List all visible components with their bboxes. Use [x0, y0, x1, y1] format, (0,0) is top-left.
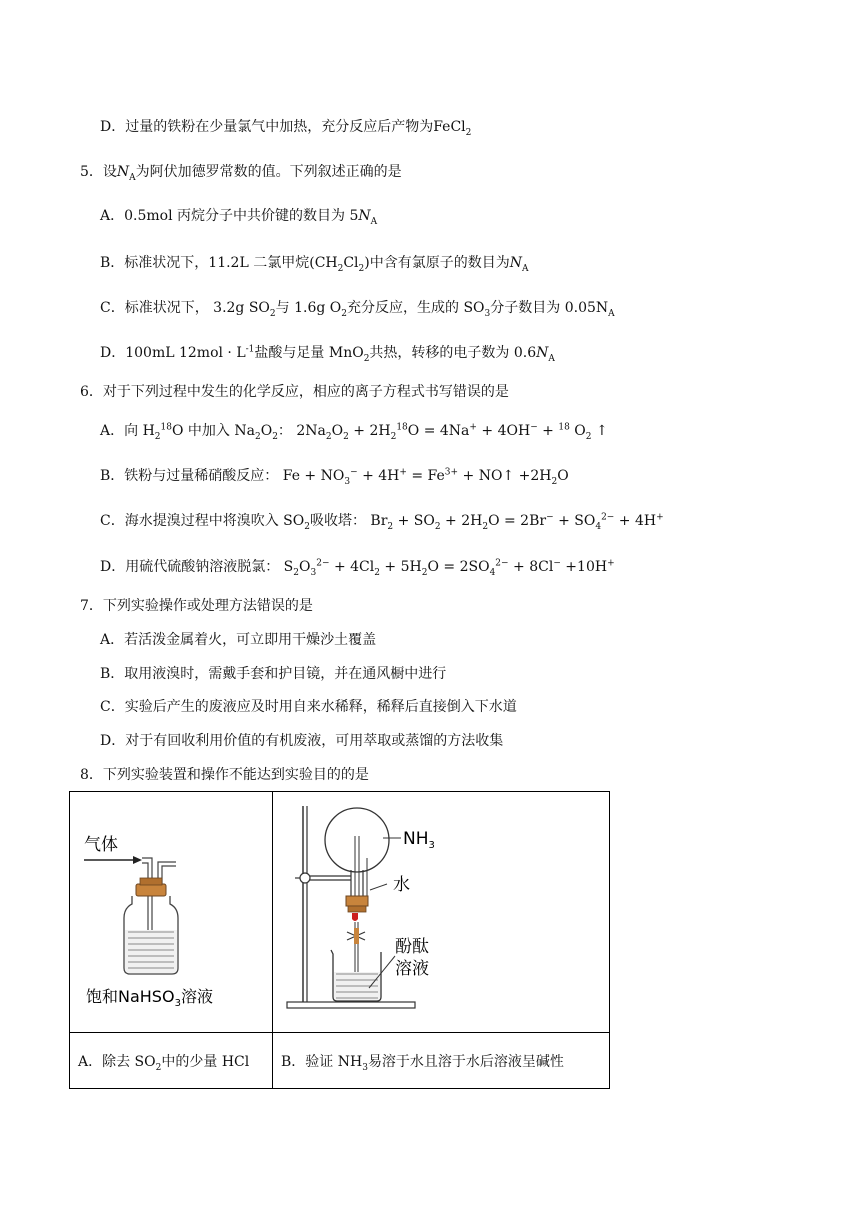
clamp-knob	[300, 873, 310, 883]
stand-base	[287, 1002, 415, 1008]
q5-option-c: C．标准状况下， 3.2g $SO_2$与 1.6g $O_2$充分反应，生成的 $SO_3$分子数目为 $0.05N_A$	[100, 300, 615, 319]
q5-option-a: A．0.5mol 丙烷分子中共价键的数目为 $5N_A$	[100, 208, 378, 227]
bottle-liquid	[125, 930, 177, 973]
q7-option-c: C．实验后产生的废液应及时用自来水稀释，稀释后直接倒入下水道	[100, 699, 517, 715]
indicator-label-line1: 酚酞	[395, 937, 429, 957]
gas-washing-bottle-diagram	[70, 792, 272, 1028]
flask-stopper	[346, 896, 368, 906]
nh3-label: $NH_3$	[403, 829, 435, 851]
q8-caption-b: B．验证 $NH_3$易溶于水且溶于水后溶液呈碱性	[273, 1033, 610, 1089]
indicator-label-line2: 溶液	[395, 959, 429, 979]
bottle-stopper	[136, 884, 166, 896]
stopper-top	[140, 878, 162, 885]
q8-caption-a: A．除去 $SO_2$中的少量 HCl	[70, 1033, 273, 1089]
q6-stem: 6．对于下列过程中发生的化学反应，相应的离子方程式书写错误的是	[80, 384, 509, 400]
round-flask	[325, 808, 389, 872]
q8-figure-a-cell	[70, 792, 273, 1033]
q8-apparatus-table	[69, 791, 610, 1089]
water-leader-line	[370, 884, 387, 890]
q4-option-d: D．过量的铁粉在少量氯气中加热，充分反应后产物为FeCl$_2$	[100, 119, 472, 138]
q8-stem: 8．下列实验装置和操作不能达到实验目的的是	[80, 767, 369, 783]
fountain-experiment-diagram	[273, 792, 609, 1028]
rubber-tube	[354, 928, 359, 944]
gas-label: 气体	[84, 835, 118, 855]
q7-stem: 7．下列实验操作或处理方法错误的是	[80, 598, 313, 614]
inlet-arrow-head	[133, 856, 142, 864]
q6-option-c: C．海水提溴过程中将溴吹入 $SO_2$吸收塔： $Br_2 + SO_2 + 2H_2O = 2Br^- + SO_4^{2-} + 4H^+$	[100, 512, 664, 532]
q7-option-d: D．对于有回收利用价值的有机废液，可用萃取或蒸馏的方法收集	[100, 733, 504, 749]
dropper-bulb	[352, 913, 358, 921]
q6-option-d: D．用硫代硫酸钠溶液脱氯： $S_2O_3^{2-} + 4Cl_2 + 5H_2O = 2SO_4^{2-} + 8Cl^- +10H^+$	[100, 558, 615, 578]
flask-stopper-lower	[348, 906, 366, 912]
q6-option-a: A．向 $H_2^{18}O$ 中加入 $Na_2O_2$： $2Na_2O_2 + 2H_2^{18}O = 4Na^+ + 4OH^- + ^{18}$ $O_2$ ↑	[100, 422, 608, 442]
q5-option-d: D．100mL $12mol \cdot L^{-1}$盐酸与足量 MnO$_2$共热，转移的电子数为 $0.6N_A$	[100, 344, 555, 364]
q6-option-b: B．铁粉与过量稀硝酸反应： $Fe + NO_3^- + 4H^+ = Fe^{3+}$ + NO↑ $+2H_2O$	[100, 467, 569, 487]
q7-option-b: B．取用液溴时，需戴手套和护目镜，并在通风橱中进行	[100, 666, 447, 682]
q5-option-b: B．标准状况下，11.2L 二氯甲烷$(CH_2Cl_2)$中含有氯原子的数目为$N_A$	[100, 255, 529, 274]
water-label: 水	[393, 875, 410, 895]
q7-option-a: A．若活泼金属着火，可立即用干燥沙土覆盖	[100, 632, 377, 648]
solution-label: 饱和NaHSO$_3$溶液	[86, 987, 213, 1009]
q8-figure-b-cell	[273, 792, 610, 1033]
q5-stem: 5．设$N_A$为阿伏加德罗常数的值。下列叙述正确的是	[80, 164, 402, 183]
